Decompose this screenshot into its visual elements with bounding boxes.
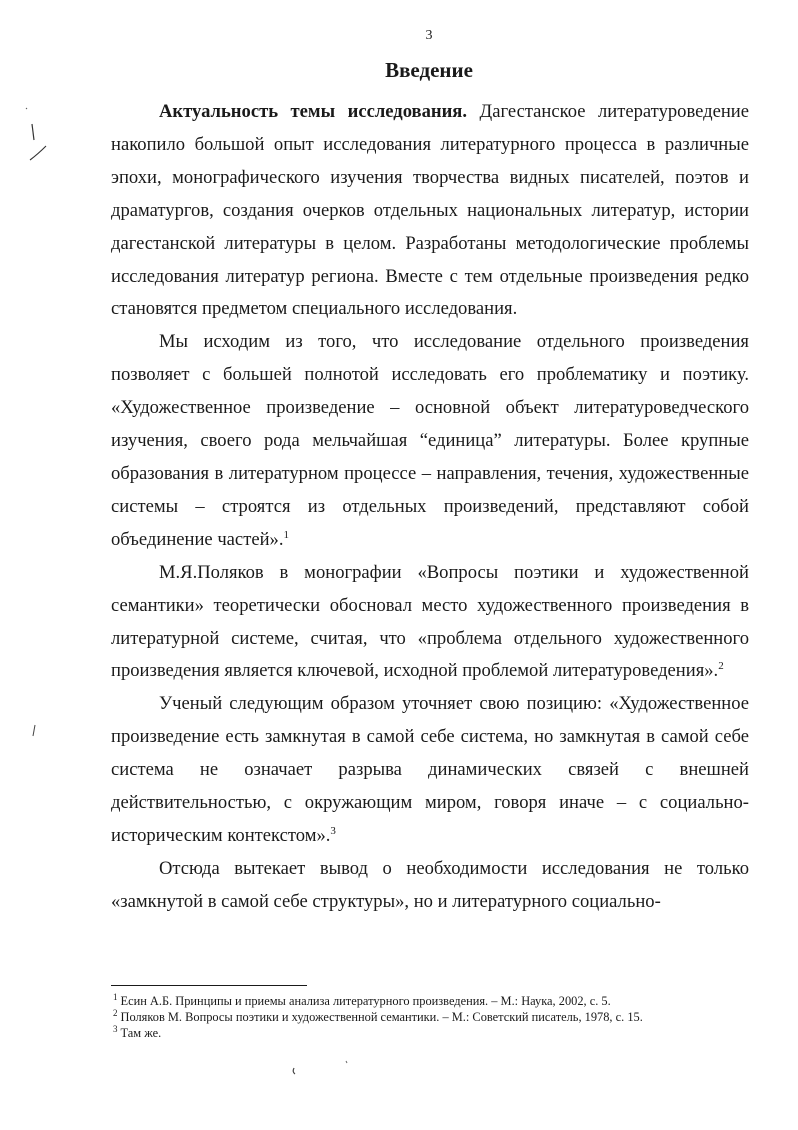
footnote-divider <box>111 985 307 986</box>
paragraph-text: Отсюда вытекает вывод о необходимости исследования не только «замкнутой в самой себе структуры», но и литературного социально- <box>111 857 749 912</box>
footnote <box>113 1025 753 1041</box>
footnote-text: Поляков М. Вопросы поэтики и художественной семантики. – М.: Советский писатель, 1978, с. 15. <box>120 1010 643 1024</box>
body-text <box>111 96 749 919</box>
paragraph <box>111 688 749 853</box>
paragraph <box>111 853 749 919</box>
footnote-number: 2 <box>113 1007 118 1018</box>
paragraph <box>111 557 749 689</box>
margin-pencil-mark <box>286 1058 356 1078</box>
margin-pencil-mark <box>20 100 50 170</box>
footnote-ref: 2 <box>718 660 724 673</box>
footnote <box>113 1009 753 1025</box>
paragraph-lead: Актуальность темы исследования. <box>159 101 468 122</box>
footnote-ref: 1 <box>283 528 289 541</box>
footnote-text: Там же. <box>120 1026 162 1040</box>
paragraph-text: М.Я.Поляков в монографии «Вопросы поэтики и художественной семантики» теоретически обосновал место художественного произведения в литературной системе, считая, что «проблема отдельного художественного произведения является ключевой, исходной проблемой литературоведения». <box>111 561 749 682</box>
paragraph-text: Ученый следующим образом уточняет свою позицию: «Художественное произведение есть замкнутая в самой себе система, но замкнутая в самой себе система не означает разрыва динамических связей с внешней действительностью, с окружающим миром, говоря иначе – с социально-историческим контекстом». <box>111 693 749 846</box>
footnote-ref: 3 <box>330 824 336 837</box>
footnotes <box>113 993 753 1041</box>
paragraph-text: Мы исходим из того, что исследование отдельного произведения позволяет с большей полнотой исследовать его проблематику и поэтику. «Художественное произведение – основной объект литературоведческого изучения, своего рода мельчайшая “единица” литературы. Более крупные образования в литературном процессе – направления, течения, художественные системы – строятся из отдельных произведений, представляют собой объединение частей». <box>111 331 749 550</box>
paragraph <box>111 326 749 556</box>
margin-pencil-mark <box>28 722 40 742</box>
paragraph <box>111 96 749 326</box>
footnote <box>113 993 753 1009</box>
footnote-number: 1 <box>113 991 118 1002</box>
paragraph-text: Дагестанское литературоведение накопило большой опыт исследования литературного процесса в различные эпохи, монографического изучения творчества видных писателей, поэтов и драматургов, создания очерков отдельных национальных литератур, истории дагестанской литературы в целом. Разработаны методологические проблемы исследования литератур региона. Вместе с тем отдельные произведения редко становятся предметом специального исследования. <box>111 101 749 320</box>
footnote-text: Есин А.Б. Принципы и приемы анализа литературного произведения. – М.: Наука, 2002, с. 5. <box>120 994 611 1008</box>
footnote-number: 3 <box>113 1023 118 1034</box>
section-title: Введение <box>385 58 473 82</box>
page-number: 3 <box>425 28 433 43</box>
